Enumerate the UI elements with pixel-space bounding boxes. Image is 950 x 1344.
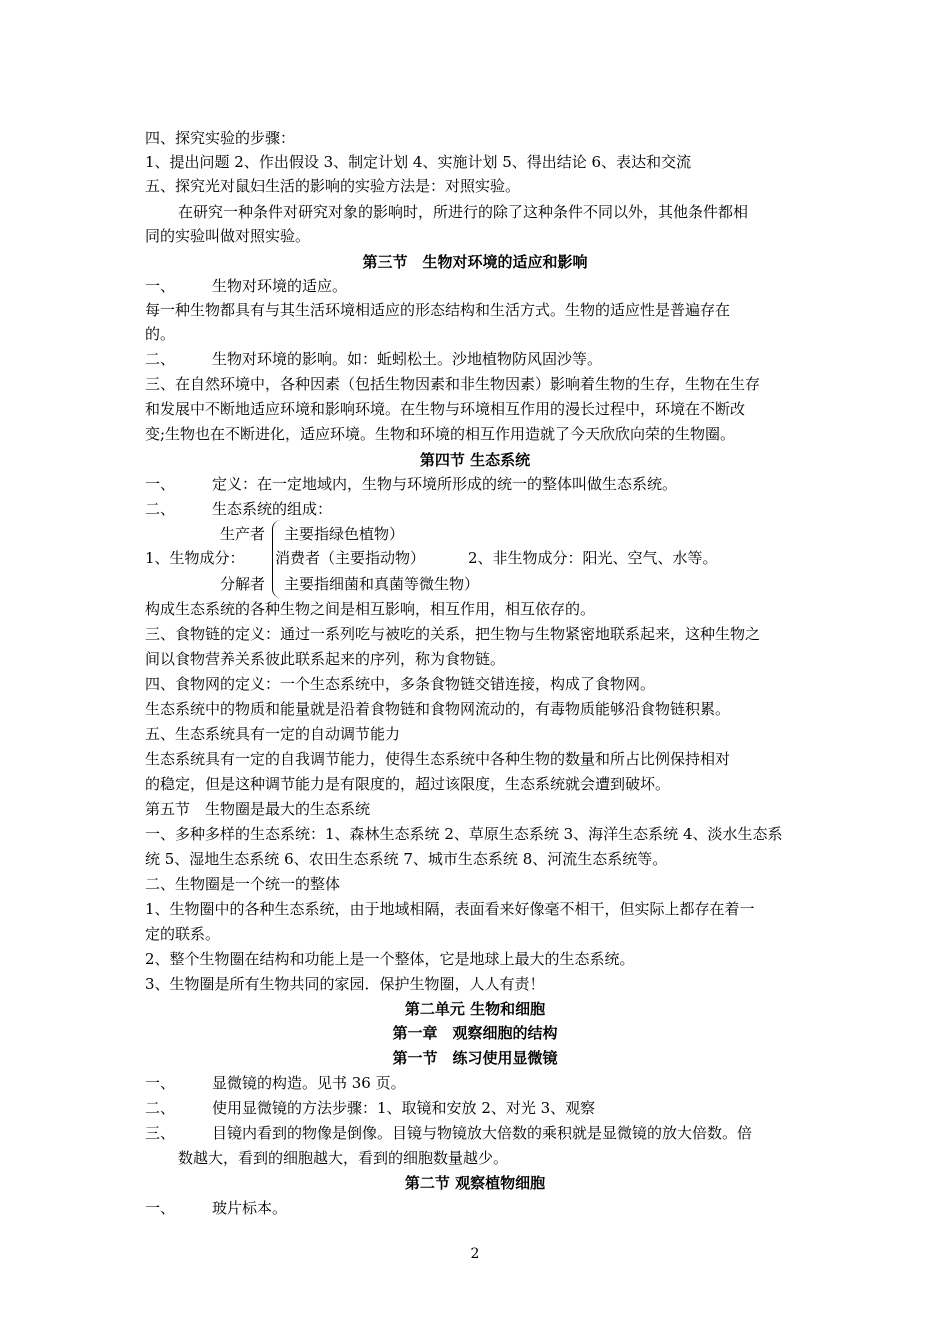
text-line: 1、生物圈中的各种生态系统，由于地域相隔，表面看来好像毫不相干，但实际上都存在着一	[145, 900, 755, 918]
list-marker: 一、	[145, 1199, 176, 1217]
text-line: 变;生物也在不断进化，适应环境。生物和环境的相互作用造就了今天欣欣向荣的生物圈。	[145, 425, 736, 443]
text-line: 2、非生物成分：阳光、空气、水等。	[468, 549, 718, 567]
section-heading: 第三节 生物对环境的适应和影响	[362, 253, 588, 271]
text-line: 在研究一种条件对研究对象的影响时，所进行的除了这种条件不同以外，其他条件都相	[178, 203, 749, 221]
text-line: 生态系统具有一定的自我调节能力，使得生态系统中各种生物的数量和所占比例保持相对	[145, 750, 731, 768]
text-line: 五、探究光对鼠妇生活的影响的实验方法是：对照实验。	[145, 177, 521, 195]
text-line: 第五节 生物圈是最大的生态系统	[145, 800, 371, 818]
list-marker: 二、	[145, 500, 176, 518]
unit-heading: 第二单元 生物和细胞	[404, 1000, 546, 1018]
text-line: 四、食物网的定义：一个生态系统中，多条食物链交错连接，构成了食物网。	[145, 675, 656, 693]
page-number: 2	[470, 1246, 480, 1262]
text-line: 显微镜的构造。见书 36 页。	[212, 1074, 406, 1092]
section-heading: 第四节 生态系统	[419, 451, 531, 469]
component-label: 消费者（主要指动物）	[275, 549, 426, 567]
list-marker: 一、	[145, 475, 176, 493]
text-line: 二、生物圈是一个统一的整体	[145, 875, 341, 893]
text-line: 生态系统的组成：	[212, 500, 333, 518]
text-line: 三、在自然环境中，各种因素（包括生物因素和非生物因素）影响着生物的生存，生物在生存	[145, 375, 761, 393]
text-line: 使用显微镜的方法步骤：1、取镜和安放 2、对光 3、观察	[212, 1099, 596, 1117]
text-line: 3、生物圈是所有生物共同的家园．保护生物圈，人人有责！	[145, 975, 545, 993]
list-marker: 一、	[145, 277, 176, 295]
list-marker: 一、	[145, 1074, 176, 1092]
text-line: 生物对环境的影响。如：蚯蚓松土。沙地植物防风固沙等。	[212, 350, 603, 368]
component-note: 主要指绿色植物）	[284, 525, 405, 543]
text-line: 1、提出问题 2、作出假设 3、制定计划 4、实施计划 5、得出结论 6、表达和交流	[145, 153, 692, 171]
text-line: 定的联系。	[145, 925, 221, 943]
text-line: 构成生态系统的各种生物之间是相互影响，相互作用，相互依存的。	[145, 600, 596, 618]
text-line: 间以食物营养关系彼此联系起来的序列，称为食物链。	[145, 650, 506, 668]
text-line: 五、生态系统具有一定的自动调节能力	[145, 725, 401, 743]
text-line: 三、食物链的定义：通过一系列吃与被吃的关系，把生物与生物紧密地联系起来，这种生物之	[145, 625, 761, 643]
text-line: 生物对环境的适应。	[212, 277, 348, 295]
component-label: 生产者	[220, 525, 266, 543]
list-marker: 三、	[145, 1124, 176, 1142]
text-line: 的稳定，但是这种调节能力是有限度的，超过该限度，生态系统就会遭到破坏。	[145, 775, 671, 793]
text-line: 同的实验叫做对照实验。	[145, 227, 311, 245]
list-marker: 二、	[145, 350, 176, 368]
component-note: 主要指细菌和真菌等微生物）	[284, 575, 480, 593]
text-line: 生态系统中的物质和能量就是沿着食物链和食物网流动的，有毒物质能够沿食物链积累。	[145, 700, 731, 718]
section-heading: 第二节 观察植物细胞	[404, 1174, 546, 1192]
text-line: 定义：在一定地域内，生物与环境所形成的统一的整体叫做生态系统。	[212, 475, 678, 493]
text-line: 数越大，看到的细胞越大，看到的细胞数量越少。	[178, 1149, 509, 1167]
component-label: 分解者	[220, 575, 266, 593]
text-line: 四、探究实验的步骤：	[145, 129, 296, 147]
text-line: 和发展中不断地适应环境和影响环境。在生物与环境相互作用的漫长过程中，环境在不断改	[145, 400, 746, 418]
text-line: 玻片标本。	[212, 1199, 288, 1217]
chapter-heading: 第一章 观察细胞的结构	[392, 1024, 558, 1042]
section-heading: 第一节 练习使用显微镜	[392, 1049, 558, 1067]
text-line: 1、生物成分：	[145, 549, 245, 567]
text-line: 每一种生物都具有与其生活环境相适应的形态结构和生活方式。生物的适应性是普遍存在	[145, 301, 731, 319]
text-line: 目镜内看到的物像是倒像。目镜与物镜放大倍数的乘积就是显微镜的放大倍数。倍	[212, 1124, 753, 1142]
text-line: 的。	[145, 325, 176, 343]
list-marker: 二、	[145, 1099, 176, 1117]
text-line: 一、多种多样的生态系统：1、森林生态系统 2、草原生态系统 3、海洋生态系统 4、淡水生态系	[145, 825, 783, 843]
text-line: 2、整个生物圈在结构和功能上是一个整体，它是地球上最大的生态系统。	[145, 950, 635, 968]
text-line: 统 5、湿地生态系统 6、农田生态系统 7、城市生态系统 8、河流生态系统等。	[145, 850, 668, 868]
